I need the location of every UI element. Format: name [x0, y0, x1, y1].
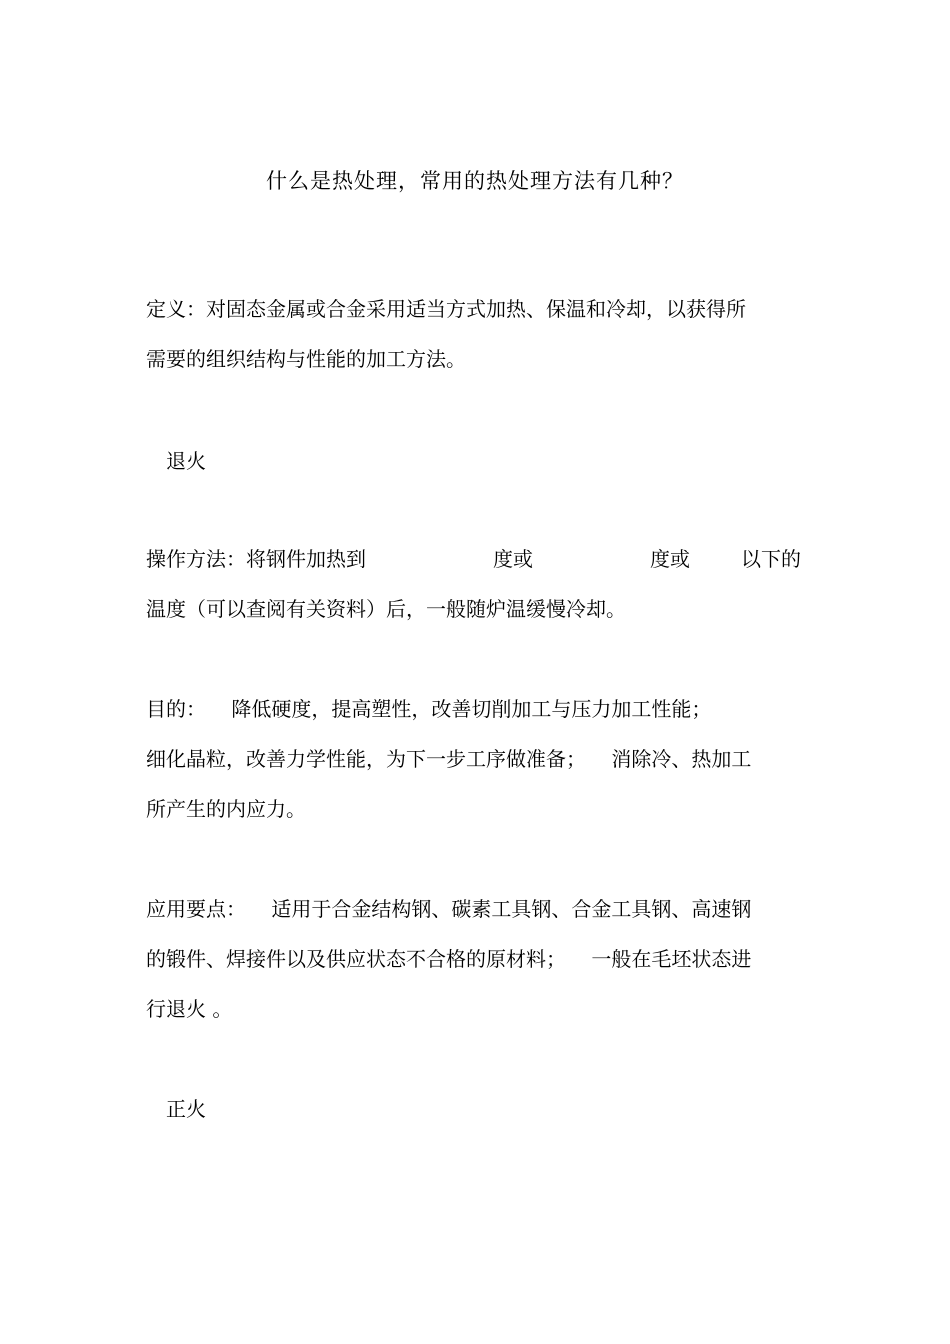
definition-line-1: 定义：对固态金属或合金采用适当方式加热、保温和冷却，以获得所	[146, 297, 746, 321]
definition-line-2: 需要的组织结构与性能的加工方法。	[146, 347, 466, 371]
annealing-application-line-2: 的锻件、焊接件以及供应状态不合格的原材料； 一般在毛坯状态进	[146, 947, 752, 971]
annealing-purpose-line-2: 细化晶粒，改善力学性能，为下一步工序做准备； 消除冷、热加工	[146, 747, 752, 771]
annealing-purpose-line-3: 所产生的内应力。	[146, 797, 306, 821]
page-title: 什么是热处理，常用的热处理方法有几种？	[266, 169, 684, 193]
annealing-purpose-line-1: 目的： 降低硬度，提高塑性，改善切削加工与压力加工性能；	[146, 697, 712, 721]
normalizing-heading: 正火	[166, 1097, 206, 1121]
annealing-application-line-3: 行退火 。	[146, 997, 233, 1021]
annealing-method-line-2: 温度（可以查阅有关资料）后，一般随炉温缓慢冷却。	[146, 597, 626, 621]
method-text-1: 操作方法：将钢件加热到	[146, 547, 366, 571]
method-text-3: 度或	[650, 547, 690, 571]
method-text-4: 以下的	[741, 547, 801, 571]
annealing-application-line-1: 应用要点： 适用于合金结构钢、碳素工具钢、合金工具钢、高速钢	[146, 897, 752, 921]
method-text-2: 度或	[493, 547, 533, 571]
annealing-heading: 退火	[166, 449, 206, 473]
